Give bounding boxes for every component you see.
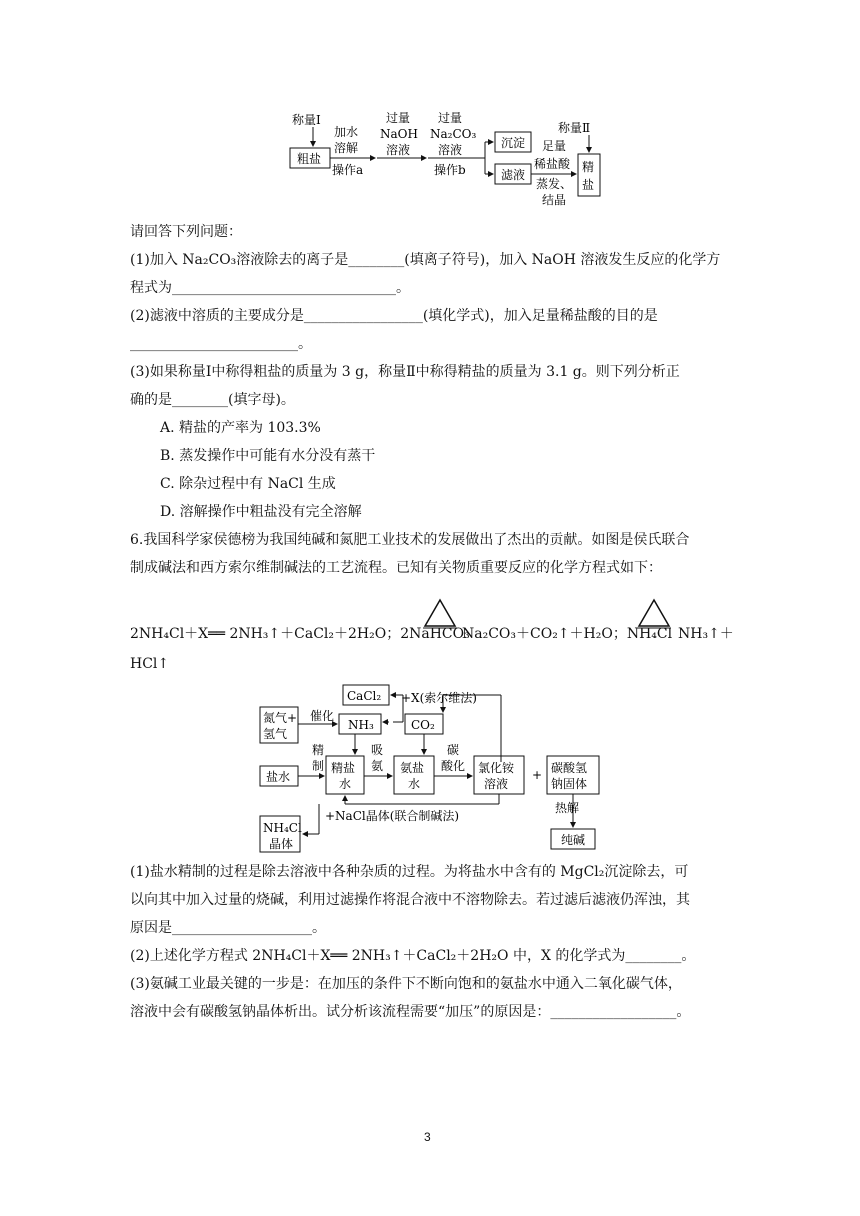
option-a: A. 精盐的产率为 103.3% bbox=[160, 420, 321, 436]
option-b: B. 蒸发操作中可能有水分没有蒸干 bbox=[160, 448, 376, 464]
absorb-label-2: 氨 bbox=[371, 759, 384, 773]
question-3-line-1: (3)如果称量Ⅰ中称得粗盐的质量为 3 g，称量Ⅱ中称得精盐的质量为 3.1 g。则下列分析正 bbox=[130, 364, 680, 380]
fine-brine-label-1: 精盐 bbox=[331, 761, 356, 775]
weigh-1-label: 称量Ⅰ bbox=[292, 113, 321, 127]
option-c: C. 除杂过程中有 NaCl 生成 bbox=[160, 476, 336, 492]
nh4cl-solution-label-2: 溶液 bbox=[484, 777, 509, 791]
sub-question-1-line-3: 原因是____________________。 bbox=[130, 920, 326, 936]
crystallize-label: 结晶 bbox=[542, 193, 567, 207]
crude-salt-label: 粗盐 bbox=[297, 152, 322, 166]
intro-text: 请回答下列问题： bbox=[130, 224, 242, 240]
nh4cl-crystal-label-1: NH₄Cl bbox=[263, 821, 302, 835]
nh4cl-crystal-label-2: 晶体 bbox=[269, 837, 294, 851]
filtrate-label: 滤液 bbox=[501, 168, 526, 182]
nh3-label: NH₃ bbox=[348, 718, 374, 732]
n2-label: 氮气+ bbox=[263, 711, 298, 725]
hcl-amount-label: 足量 bbox=[542, 139, 567, 153]
refine-label-1: 精 bbox=[312, 743, 325, 757]
nh4cl-solution-label-1: 氯化铵 bbox=[478, 761, 515, 775]
equation-part-4: HCl↑ bbox=[130, 656, 170, 672]
ammonia-brine-label-2: 水 bbox=[408, 777, 421, 791]
question-3-line-2: 确的是________(填字母)。 bbox=[130, 392, 295, 408]
nahco3-label-2: 钠固体 bbox=[551, 777, 588, 791]
refine-label-2: 制 bbox=[312, 759, 325, 773]
crude-salt-flow-diagram bbox=[280, 110, 610, 210]
naoh-solution-label: 溶液 bbox=[386, 143, 411, 157]
co2-label: CO₂ bbox=[411, 718, 435, 732]
question-2-line-2: ________________________。 bbox=[130, 336, 312, 352]
na2co3-label: Na₂CO₃ bbox=[430, 127, 477, 141]
option-d: D. 溶解操作中粗盐没有完全溶解 bbox=[160, 504, 362, 520]
page-number: 3 bbox=[424, 1130, 431, 1144]
problem-6-line-1: 6.我国科学家侯德榜为我国纯碱和氮肥工业技术的发展做出了杰出的贡献。如图是侯氏联合 bbox=[130, 532, 690, 548]
catalyze-label: 催化 bbox=[310, 709, 335, 723]
brine-label: 盐水 bbox=[266, 770, 291, 784]
sub-question-1-line-2: 以向其中加入过量的烧碱，利用过滤操作将混合液中不溶物除去。若过滤后滤液仍浑浊，其 bbox=[130, 892, 690, 908]
heat-triangle-1 bbox=[423, 598, 457, 630]
sub-question-3-line-1: (3)氨碱工业最关键的一步是：在加压的条件下不断向饱和的氨盐水中通入二氧化碳气体， bbox=[130, 976, 682, 992]
sub-question-3-line-2: 溶液中会有碳酸氢钠晶体析出。试分析该流程需要“加压”的原因是：__________________。 bbox=[130, 1004, 691, 1020]
carbonate-label-1: 碳 bbox=[447, 743, 460, 757]
weigh-2-label: 称量Ⅱ bbox=[558, 121, 591, 135]
cacl2-label: CaCl₂ bbox=[347, 689, 382, 703]
plus-x-label: +X(索尔维法) bbox=[401, 691, 477, 705]
problem-6-line-2: 制成碱法和西方索尔维制碱法的工艺流程。已知有关物质重要反应的化学方程式如下： bbox=[130, 560, 662, 576]
fine-salt-label-1: 精 bbox=[582, 160, 595, 174]
soda-production-flow-diagram bbox=[255, 682, 635, 854]
fine-brine-label-2: 水 bbox=[339, 777, 352, 791]
h2-label: 氢气 bbox=[263, 727, 288, 741]
nacl-crystal-label: +NaCl晶体(联合制碱法) bbox=[325, 809, 460, 823]
sub-question-1-line-1: (1)盐水精制的过程是除去溶液中各种杂质的过程。为将盐水中含有的 MgCl₂沉淀除去，可 bbox=[130, 864, 689, 880]
absorb-label-1: 吸 bbox=[371, 743, 384, 757]
equation-part-3: NH₃↑＋ bbox=[678, 626, 734, 642]
soda-ash-label: 纯碱 bbox=[561, 833, 586, 847]
fine-salt-label-2: 盐 bbox=[582, 178, 595, 192]
question-1-line-1: (1)加入 Na₂CO₃溶液除去的离子是________(填离子符号)，加入 NaOH 溶液发生反应的化学方 bbox=[130, 252, 721, 268]
ammonia-brine-label-1: 氨盐 bbox=[400, 761, 425, 775]
na2co3-excess-label: 过量 bbox=[438, 111, 463, 125]
na2co3-solution-label: 溶液 bbox=[438, 143, 463, 157]
sub-question-2: (2)上述化学方程式 2NH₄Cl＋X══ 2NH₃↑＋CaCl₂＋2H₂O 中，X 的化学式为________。 bbox=[130, 948, 696, 964]
question-2-line-1: (2)滤液中溶质的主要成分是_________________(填化学式)，加入足量稀盐酸的目的是 bbox=[130, 308, 658, 324]
equation-part-2: Na₂CO₃＋CO₂↑＋H₂O；NH₄Cl bbox=[462, 626, 673, 642]
hcl-label: 稀盐酸 bbox=[534, 157, 571, 171]
question-1-line-2: 程式为________________________________。 bbox=[130, 280, 410, 296]
carbonate-label-2: 酸化 bbox=[441, 759, 466, 773]
evaporate-label: 蒸发、 bbox=[536, 177, 573, 191]
naoh-excess-label: 过量 bbox=[386, 111, 411, 125]
precipitate-label: 沉淀 bbox=[501, 136, 526, 150]
op-b-label: 操作b bbox=[434, 163, 466, 177]
equation-part-1: 2NH₄Cl＋X══ 2NH₃↑＋CaCl₂＋2H₂O；2NaHCO₃ bbox=[130, 626, 470, 642]
pyrolysis-label: 热解 bbox=[555, 801, 580, 815]
naoh-label: NaOH bbox=[380, 127, 418, 141]
dissolve-label: 溶解 bbox=[334, 141, 359, 155]
heat-triangle-2 bbox=[637, 598, 671, 630]
plus-sign: + bbox=[532, 768, 543, 782]
op-a-label: 操作a bbox=[332, 163, 364, 177]
add-water-label: 加水 bbox=[334, 125, 359, 139]
nahco3-label-1: 碳酸氢 bbox=[551, 761, 588, 775]
